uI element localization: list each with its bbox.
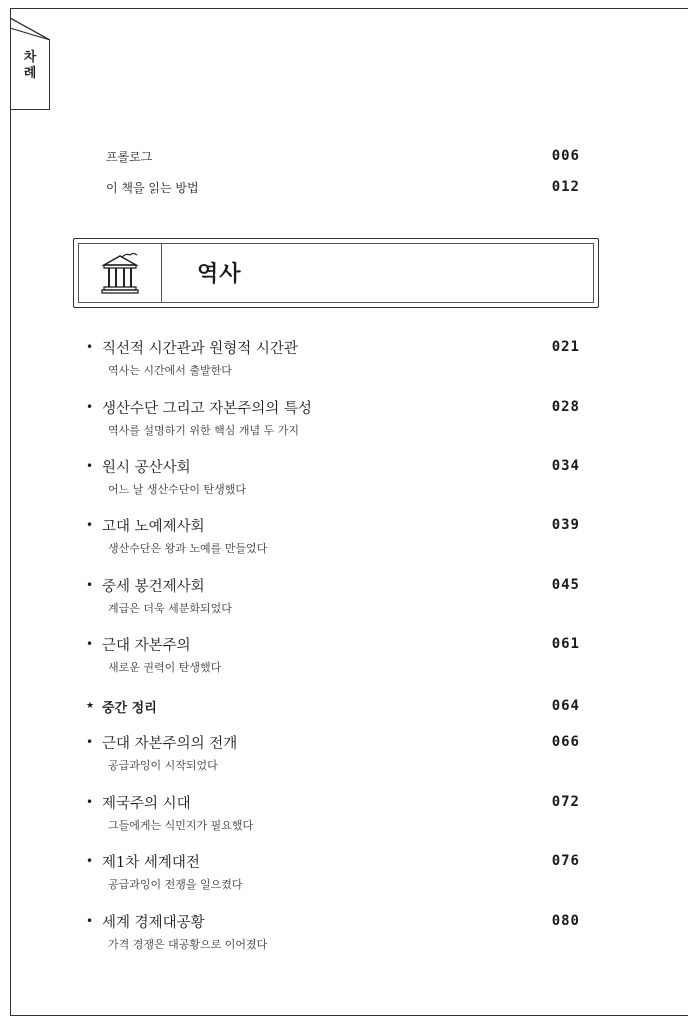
bullet-icon: • [86, 854, 94, 868]
bullet-icon: • [86, 637, 94, 651]
toc-entry[interactable] [86, 910, 580, 954]
entry-title: 세계 경제대공황 [102, 914, 205, 931]
section-icon-box [79, 244, 162, 302]
entry-subtitle: 새로운 권력이 탄생했다 [108, 661, 222, 674]
entry-title: 제1차 세계대전 [102, 854, 200, 871]
entry-subtitle: 생산수단은 왕과 노예를 만들었다 [108, 542, 268, 555]
entry-subtitle: 계급은 더욱 세분화되었다 [108, 602, 232, 615]
toc-entry[interactable] [86, 514, 580, 558]
entry-subtitle: 공급과잉이 시작되었다 [108, 759, 218, 772]
entry-title: 제국주의 시대 [102, 795, 191, 812]
bullet-icon: • [86, 578, 94, 592]
page-number: 039 [551, 517, 580, 533]
page-number: 006 [551, 148, 580, 164]
toc-entry[interactable] [86, 336, 580, 380]
toc-tab-label: 차 례 [23, 50, 37, 81]
toc-entry[interactable] [86, 574, 580, 618]
entry-subtitle: 가격 경쟁은 대공황으로 이어졌다 [108, 938, 268, 951]
page-number: 072 [551, 794, 580, 810]
page-number: 064 [551, 698, 580, 714]
page-number: 028 [551, 399, 580, 415]
tab-corner-fold [10, 8, 50, 42]
toc-entry[interactable] [86, 455, 580, 499]
bullet-icon: • [86, 340, 94, 354]
bullet-icon: • [86, 459, 94, 473]
summary-title: 중간 정리 [102, 700, 157, 716]
entry-title: 생산수단 그리고 자본주의의 특성 [102, 400, 312, 417]
page-number: 076 [551, 853, 580, 869]
entry-subtitle: 어느 날 생산수단이 탄생했다 [108, 483, 247, 496]
intro-title: 프롤로그 [106, 149, 153, 164]
intro-item-how-to-read[interactable] [106, 177, 580, 197]
pillar-temple-icon [100, 251, 140, 295]
entry-title: 원시 공산사회 [102, 459, 191, 476]
entry-subtitle: 공급과잉이 전쟁을 일으켰다 [108, 878, 243, 891]
toc-summary[interactable] [86, 695, 580, 717]
entry-subtitle: 역사는 시간에서 출발한다 [108, 364, 232, 377]
entry-title: 근대 자본주의 [102, 637, 191, 654]
entry-title: 근대 자본주의의 전개 [102, 735, 238, 752]
entry-title: 중세 봉건제사회 [102, 578, 205, 595]
star-icon: ★ [86, 701, 95, 711]
toc-entry[interactable] [86, 633, 580, 677]
bullet-icon: • [86, 518, 94, 532]
section-header [73, 238, 599, 308]
bullet-icon: • [86, 400, 94, 414]
section-header-inner [78, 243, 594, 303]
toc-entry[interactable] [86, 791, 580, 835]
toc-entry[interactable] [86, 850, 580, 894]
bullet-icon: • [86, 795, 94, 809]
intro-title: 이 책을 읽는 방법 [106, 180, 199, 195]
page-number: 034 [551, 458, 580, 474]
toc-entry[interactable] [86, 731, 580, 775]
toc-entry[interactable] [86, 396, 580, 440]
bullet-icon: • [86, 735, 94, 749]
page-number: 045 [551, 577, 580, 593]
entry-title: 고대 노예제사회 [102, 518, 205, 535]
page-number: 061 [551, 636, 580, 652]
page-number: 080 [551, 913, 580, 929]
section-title: 역사 [197, 262, 242, 287]
entry-subtitle: 역사를 설명하기 위한 핵심 개념 두 가지 [108, 424, 299, 437]
page-number: 012 [551, 179, 580, 195]
entry-title: 직선적 시간관과 원형적 시간관 [102, 340, 298, 357]
page-number: 066 [551, 734, 580, 750]
intro-item-prologue[interactable] [106, 146, 580, 166]
entry-subtitle: 그들에게는 식민지가 필요했다 [108, 819, 254, 832]
page-number: 021 [551, 339, 580, 355]
bullet-icon: • [86, 914, 94, 928]
